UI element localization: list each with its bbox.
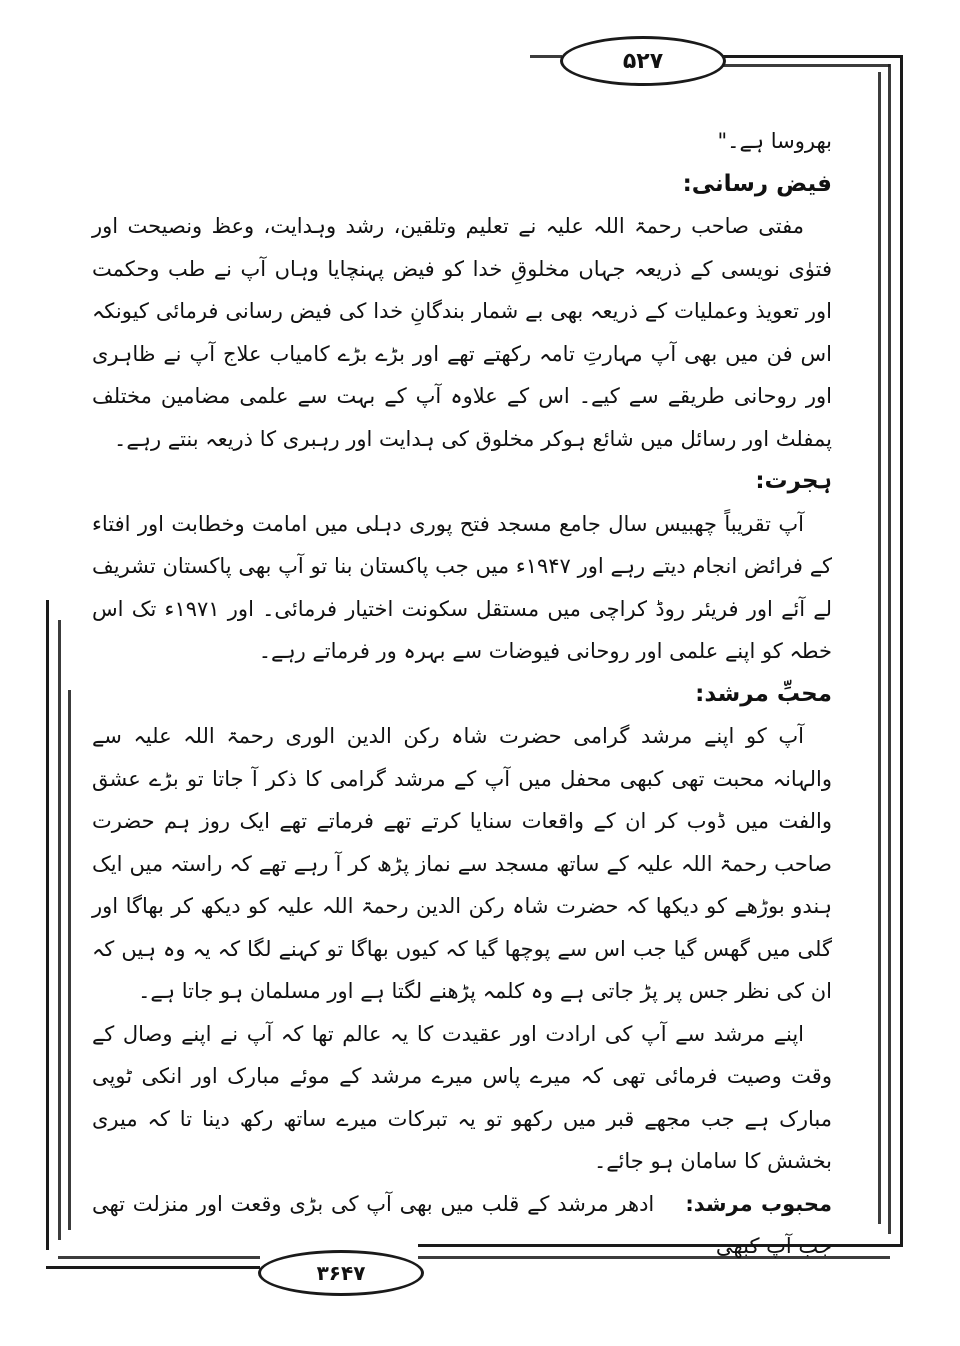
quote-end-line: بھروسا ہے۔" [717, 129, 832, 153]
heading-muhib-murshid: محبِّ مرشد: [695, 680, 832, 707]
page-number-bottom: ۳۶۴۷ [258, 1250, 424, 1296]
paragraph-mahboob-text: ادھر مرشد کے قلب میں بھی آپ کی بڑی وقعت اور منزلت تھی جب آپ کبھی [92, 1191, 832, 1258]
paragraph-mahboob-murshid [92, 1183, 832, 1268]
paragraph-muhib-murshid: آپ کو اپنے مرشد گرامی حضرت شاہ رکن الدین الوری رحمۃ اللہ علیہ سے والہانہ محبت تھی کبھی محفل میں آپ کے مرشد گرامی کا ذکر آ جاتا تو بڑے عشق والفت میں ڈوب کر ان کے واقعات سنایا کرتے تھے فرماتے تھے ایک روز ہم حضرت صاحب رحمۃ اللہ علیہ کے ساتھ مسجد سے نماز پڑھ کر آ رہے تھے کہ راستہ میں ایک ہندو بوڑھے کو دیکھا کہ حضرت شاہ رکن الدین رحمۃ اللہ علیہ کو دیکھ کر بھاگا اور گلی میں گھس گیا جب اس سے پوچھا گیا کہ کیوں بھاگا تو کہنے لگا کہ یہ وہ ہیں کہ ان کی نظر جس پر پڑ جاتی ہے وہ کلمہ پڑھنے لگتا ہے اور مسلمان ہو جاتا ہے۔ [92, 724, 832, 1003]
frame-top-line [720, 55, 902, 58]
frame-top-line-inner [720, 64, 890, 67]
frame-right-outer-line [900, 55, 903, 1245]
frame-left-outer-line [46, 600, 49, 1250]
frame-left-inner-line [58, 620, 61, 1240]
frame-top-left-stub [530, 55, 562, 58]
heading-hijrat: ہجرت: [755, 468, 832, 494]
page-number-top: ۵۲۷ [560, 36, 726, 86]
frame-right-inner-line-2 [878, 72, 881, 1224]
frame-left-inner-line-2 [68, 690, 71, 1230]
heading-faiz-rasani: فیض رسانی: [682, 170, 832, 197]
paragraph-aqeedat: اپنے مرشد سے آپ کی ارادت اور عقیدت کا یہ عالم تھا کہ آپ نے اپنے وصال کے وقت وصیت فرمائی تھی کہ میرے پاس میرے مرشد کے موئے مبارک اور انکی ٹوپی مبارک ہے جب مجھے قبر میں رکھو تو یہ تبرکات میرے ساتھ رکھ دینا تا کہ میری بخشش کا سامان ہو جائے۔ [92, 1021, 832, 1173]
heading-mahboob-murshid: محبوب مرشد: [685, 1191, 832, 1216]
frame-right-inner-line [888, 64, 891, 1234]
page-body [92, 120, 832, 1268]
paragraph-hijrat: آپ تقریباً چھبیس سال جامع مسجد فتح پوری دہلی میں امامت وخطابت اور افتاء کے فرائض انجام دیتے رہے اور ۱۹۴۷ء میں جب پاکستان بنا تو آپ بھی پاکستان تشریف لے آئے اور فریئر روڈ کراچی میں مستقل سکونت اختیار فرمائی۔ اور ۱۹۷۱ء تک اس خطہ کو اپنے علمی اور روحانی فیوضات سے بہرہ ور فرماتے رہے۔ [92, 511, 832, 663]
paragraph-faiz-rasani: مفتی صاحب رحمۃ اللہ علیہ نے تعلیم وتلقین، رشد وہدایت، وعظ ونصیحت اور فتوٰی نویسی کے ذریعہ جہاں مخلوقِ خدا کو فیض پہنچایا وہاں آپ نے طب وحکمت اور تعویذ وعملیات کے ذریعہ بھی بے شمار بندگانِ خدا کی فیض رسانی فرمائی کیونکہ اس فن میں بھی آپ مہارتِ تامہ رکھتے تھے اور بڑے بڑے کامیاب علاج آپ نے ظاہری اور روحانی طریقے سے کیے۔ اس کے علاوہ آپ کے بہت سے علمی مضامین مختلف پمفلٹ اور رسائل میں شائع ہوکر مخلوق کی ہدایت اور رہبری کا ذریعہ بنتے رہے۔ [92, 214, 832, 451]
